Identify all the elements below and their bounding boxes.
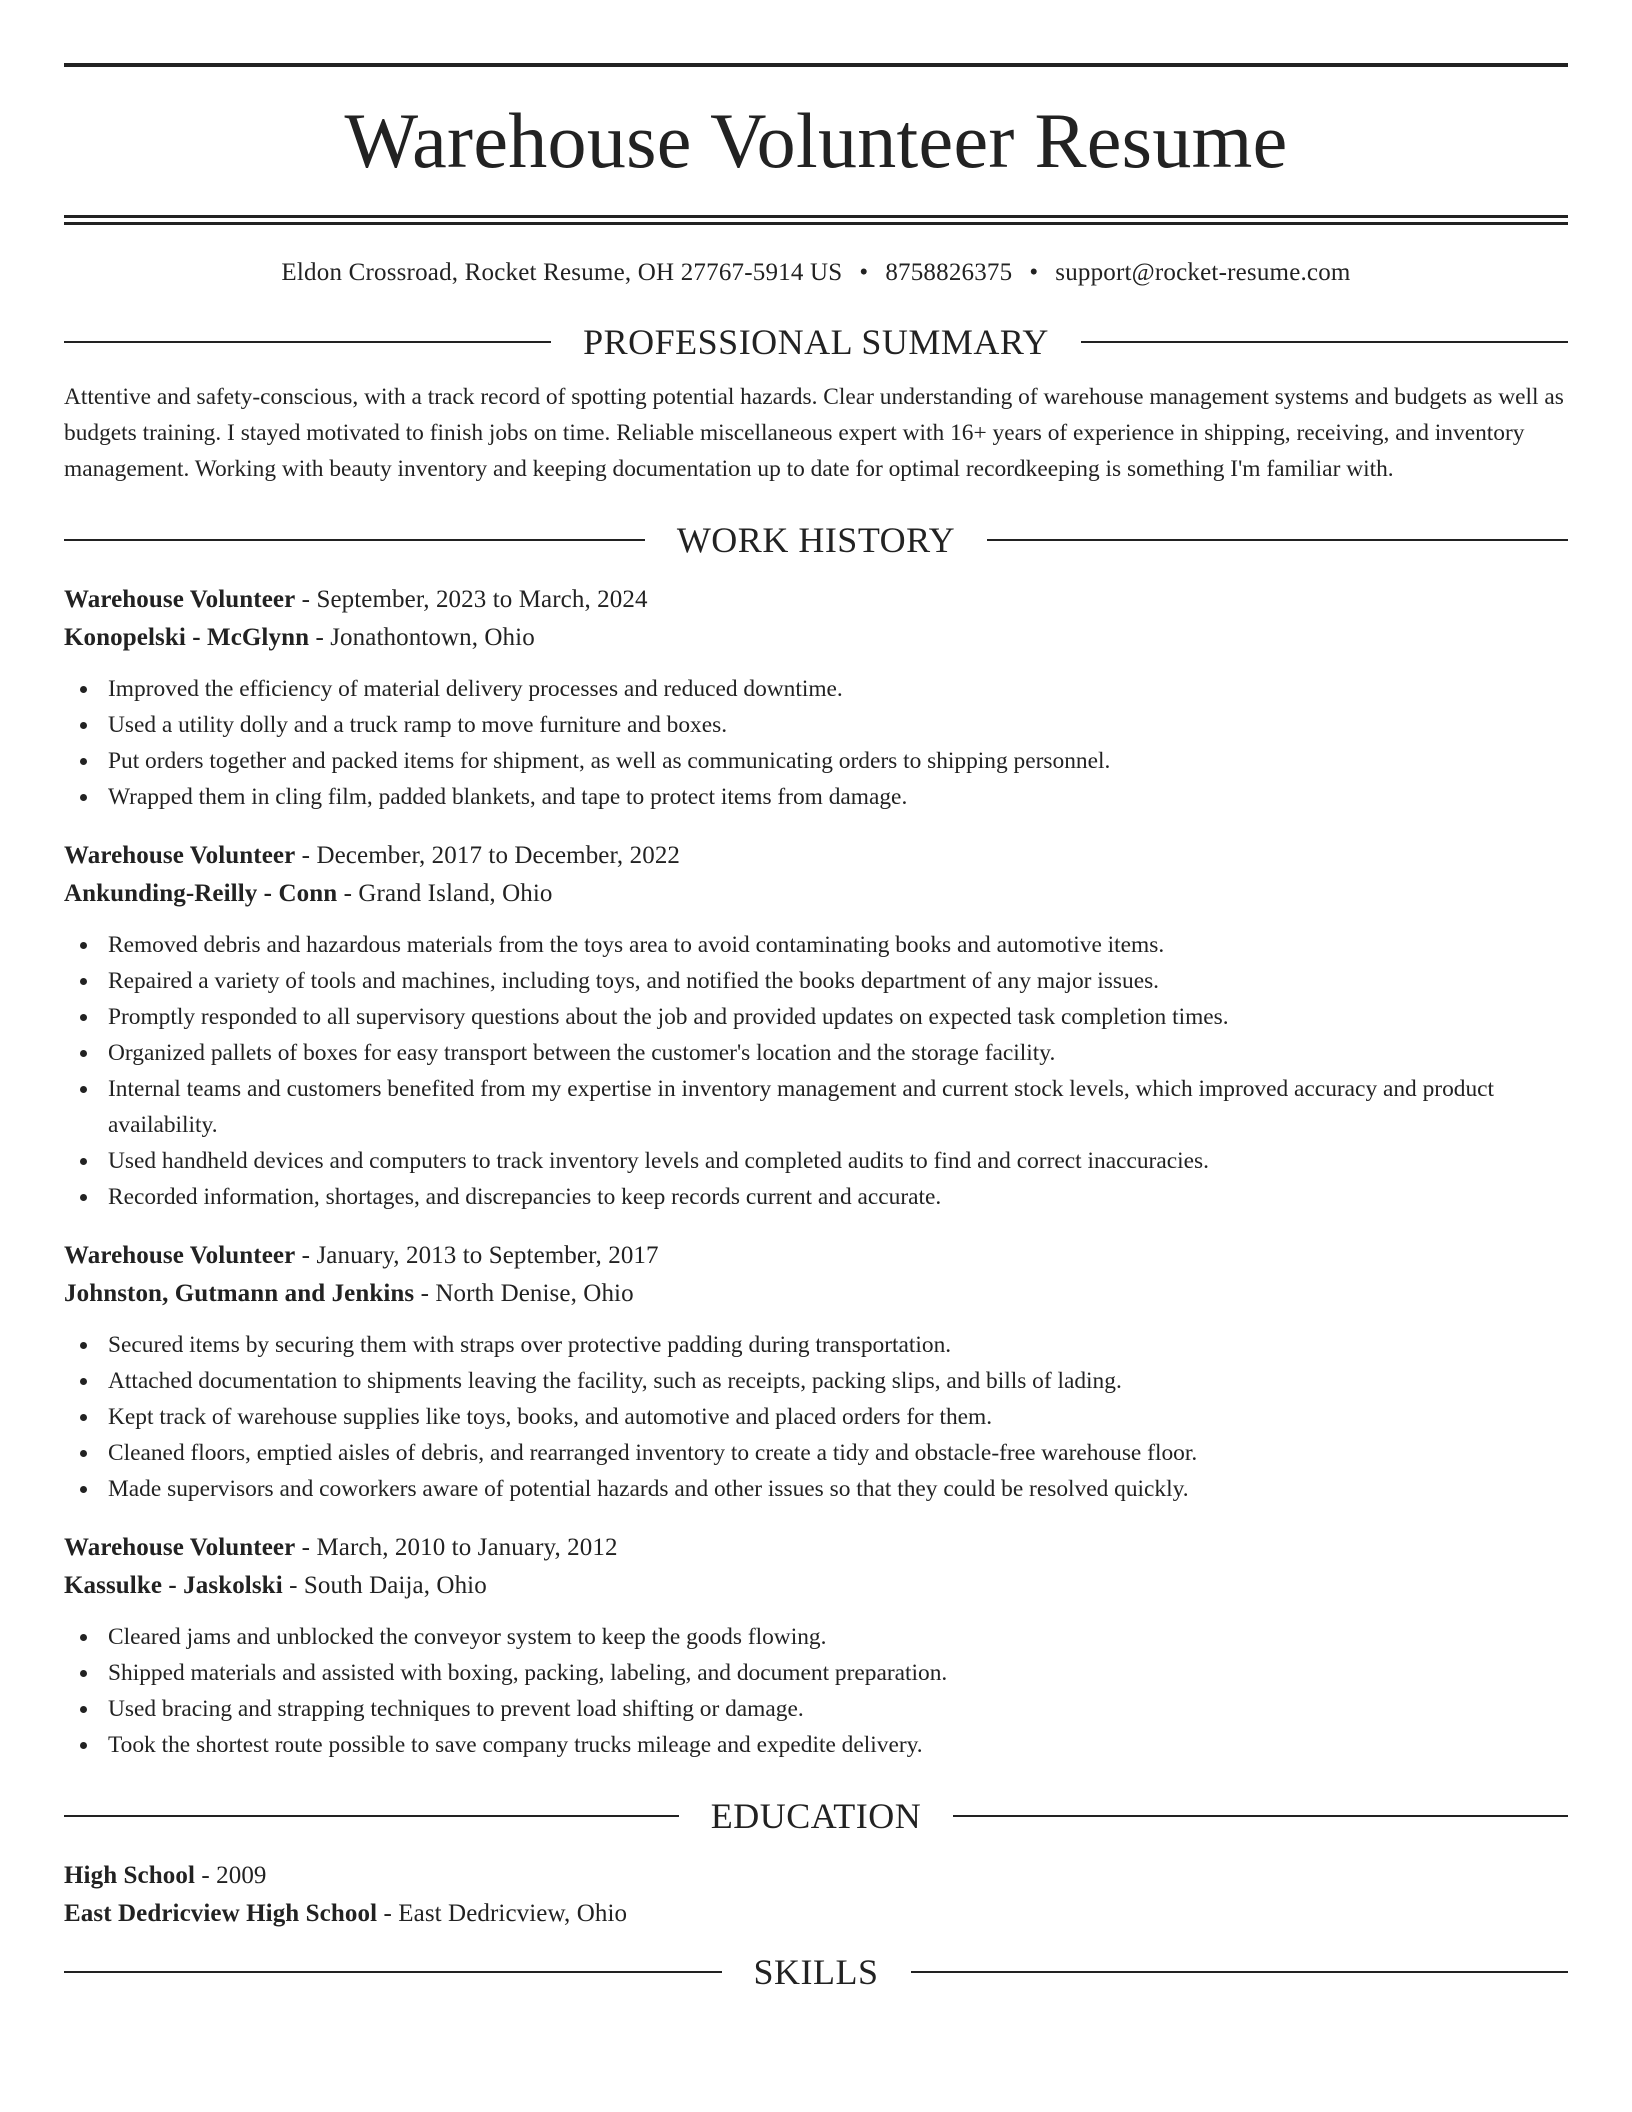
job-location: - North Denise, Ohio <box>414 1280 634 1307</box>
section-title: EDUCATION <box>710 1796 922 1836</box>
job-company-line <box>64 875 1568 913</box>
job-title-line <box>64 1237 1568 1275</box>
contact-separator: • <box>1029 259 1039 286</box>
job-company-line <box>64 1275 1568 1313</box>
summary-text: Attentive and safety-conscious, with a track record of spotting potential hazards. Clear understanding of warehouse management systems and budgets as well as budgets training. I stayed motivated to finish jobs on time. Reliable miscellaneous expert with 16+ years of experience in shipping, receiving, and inventory management. Working with beauty inventory and keeping documentation up to date for optimal recordkeeping is something I'm familiar with. <box>64 384 1564 482</box>
job-bullet: Put orders together and packed items for shipment, as well as communicating orders to shipping personnel. <box>64 743 1568 779</box>
double-rule <box>64 215 1568 225</box>
job-company: Konopelski - McGlynn <box>64 624 310 651</box>
job-dates: - September, 2023 to March, 2024 <box>295 586 648 613</box>
job-bullet: Took the shortest route possible to save company trucks mileage and expedite delivery. <box>64 1727 1568 1763</box>
job-bullet: Improved the efficiency of material delivery processes and reduced downtime. <box>64 671 1568 707</box>
job-company: Ankunding-Reilly - Conn <box>64 880 338 907</box>
job-title-line <box>64 581 1568 619</box>
job-entry <box>64 1529 1568 1763</box>
contact-address: Eldon Crossroad, Rocket Resume, OH 27767-5914 US <box>281 259 843 286</box>
job-entry <box>64 581 1568 815</box>
job-bullet: Organized pallets of boxes for easy transport between the customer's location and the storage facility. <box>64 1035 1568 1071</box>
heading-rule <box>953 1815 1568 1817</box>
heading-rule <box>987 539 1568 541</box>
heading-rule <box>64 539 645 541</box>
job-bullet: Used a utility dolly and a truck ramp to move furniture and boxes. <box>64 707 1568 743</box>
heading-rule <box>1081 341 1568 343</box>
job-bullet: Used bracing and strapping techniques to prevent load shifting or damage. <box>64 1691 1568 1727</box>
job-title: Warehouse Volunteer <box>64 1242 296 1269</box>
job-bullet: Internal teams and customers benefited from my expertise in inventory management and current stock levels, which improved accuracy and product availability. <box>64 1071 1568 1143</box>
education-school-line <box>64 1895 1568 1933</box>
job-location: - Grand Island, Ohio <box>337 880 553 907</box>
section-title: SKILLS <box>753 1952 879 1992</box>
contact-phone: 8758826375 <box>885 259 1013 286</box>
education-location: - East Dedricview, Ohio <box>377 1900 628 1927</box>
job-bullet: Made supervisors and coworkers aware of potential hazards and other issues so that they could be resolved quickly. <box>64 1471 1568 1507</box>
section-title: WORK HISTORY <box>676 520 956 560</box>
section-heading-work <box>64 517 1568 563</box>
job-company-line <box>64 1567 1568 1605</box>
job-title: Warehouse Volunteer <box>64 842 296 869</box>
job-bullet: Used handheld devices and computers to track inventory levels and completed audits to find and correct inaccuracies. <box>64 1143 1568 1179</box>
job-dates: - March, 2010 to January, 2012 <box>295 1534 618 1561</box>
job-entry <box>64 1237 1568 1507</box>
job-bullet: Removed debris and hazardous materials from the toys area to avoid contaminating books and automotive items. <box>64 927 1568 963</box>
job-bullet-list <box>64 671 1568 815</box>
job-company: Johnston, Gutmann and Jenkins <box>64 1280 415 1307</box>
job-bullet: Wrapped them in cling film, padded blankets, and tape to protect items from damage. <box>64 779 1568 815</box>
heading-rule <box>64 1971 722 1973</box>
education-year: - 2009 <box>195 1862 267 1889</box>
education-degree-line <box>64 1857 1568 1895</box>
job-company-line <box>64 619 1568 657</box>
job-entry <box>64 837 1568 1215</box>
job-title-line <box>64 837 1568 875</box>
job-bullet: Cleared jams and unblocked the conveyor system to keep the goods flowing. <box>64 1619 1568 1655</box>
job-location: - South Daija, Ohio <box>282 1572 487 1599</box>
job-bullet-list <box>64 1327 1568 1507</box>
job-bullet: Kept track of warehouse supplies like toys, books, and automotive and placed orders for them. <box>64 1399 1568 1435</box>
job-title-line <box>64 1529 1568 1567</box>
section-title: PROFESSIONAL SUMMARY <box>583 322 1049 362</box>
job-dates: - December, 2017 to December, 2022 <box>295 842 681 869</box>
job-bullet: Shipped materials and assisted with boxing, packing, labeling, and document preparation. <box>64 1655 1568 1691</box>
job-dates: - January, 2013 to September, 2017 <box>295 1242 659 1269</box>
education-entry <box>64 1857 1568 1933</box>
job-bullet-list <box>64 927 1568 1215</box>
education-degree: High School <box>64 1862 195 1889</box>
education-school: East Dedricview High School <box>64 1900 378 1927</box>
job-location: - Jonathontown, Ohio <box>309 624 535 651</box>
job-bullet: Repaired a variety of tools and machines, including toys, and notified the books department of any major issues. <box>64 963 1568 999</box>
job-bullet: Recorded information, shortages, and discrepancies to keep records current and accurate. <box>64 1179 1568 1215</box>
heading-rule <box>64 341 551 343</box>
page-title: Warehouse Volunteer Resume <box>344 97 1288 184</box>
job-bullet: Secured items by securing them with straps over protective padding during transportation. <box>64 1327 1568 1363</box>
section-heading-skills <box>64 1949 1568 1995</box>
heading-rule <box>64 1815 679 1817</box>
job-company: Kassulke - Jaskolski <box>64 1572 283 1599</box>
job-title: Warehouse Volunteer <box>64 1534 296 1561</box>
job-bullet: Promptly responded to all supervisory questions about the job and provided updates on expected task completion times. <box>64 999 1568 1035</box>
contact-separator: • <box>859 259 869 286</box>
top-rule <box>64 63 1568 67</box>
job-bullet-list <box>64 1619 1568 1763</box>
work-history-list <box>64 581 1568 1763</box>
contact-email: support@rocket-resume.com <box>1055 259 1351 286</box>
job-bullet: Cleaned floors, emptied aisles of debris, and rearranged inventory to create a tidy and obstacle-free warehouse floor. <box>64 1435 1568 1471</box>
section-heading-education <box>64 1793 1568 1839</box>
job-bullet: Attached documentation to shipments leaving the facility, such as receipts, packing slips, and bills of lading. <box>64 1363 1568 1399</box>
section-heading-summary <box>64 319 1568 365</box>
contact-line <box>64 257 1568 289</box>
job-title: Warehouse Volunteer <box>64 586 296 613</box>
heading-rule <box>911 1971 1569 1973</box>
